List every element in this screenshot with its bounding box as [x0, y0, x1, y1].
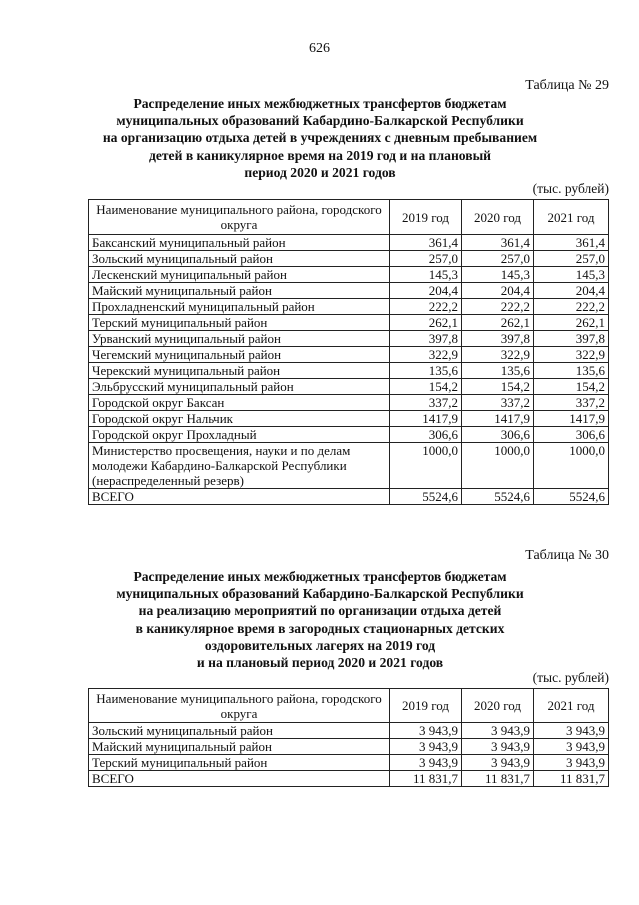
value-2019: 145,3 [390, 267, 462, 283]
value-2020: 361,4 [462, 235, 534, 251]
value-2020: 1417,9 [462, 411, 534, 427]
table-row [89, 235, 609, 251]
table29-title-line: Распределение иных межбюджетных трансфертов бюджетам [133, 96, 507, 111]
value-2021: 257,0 [534, 251, 609, 267]
value-2021: 222,2 [534, 299, 609, 315]
table30-title-line: Распределение иных межбюджетных трансфертов бюджетам [133, 569, 507, 584]
value-2021: 11 831,7 [534, 771, 609, 787]
column-header-2019: 2019 год [390, 689, 462, 723]
column-header-2020: 2020 год [462, 689, 534, 723]
table29-units: (тыс. рублей) [532, 181, 609, 196]
value-2020: 306,6 [462, 427, 534, 443]
table-row [89, 739, 609, 755]
value-2020: 3 943,9 [462, 739, 534, 755]
row-name: Урванский муниципальный район [89, 331, 390, 347]
row-name: ВСЕГО [89, 771, 390, 787]
table-row [89, 771, 609, 787]
value-2021: 5524,6 [534, 489, 609, 505]
value-2020: 11 831,7 [462, 771, 534, 787]
value-2019: 337,2 [390, 395, 462, 411]
value-2019: 3 943,9 [390, 755, 462, 771]
row-name: ВСЕГО [89, 489, 390, 505]
value-2020: 5524,6 [462, 489, 534, 505]
value-2019: 154,2 [390, 379, 462, 395]
value-2021: 397,8 [534, 331, 609, 347]
table-row [89, 755, 609, 771]
value-2021: 262,1 [534, 315, 609, 331]
value-2019: 3 943,9 [390, 739, 462, 755]
table30-title-line: муниципальных образований Кабардино-Балкарской Республики [116, 586, 524, 602]
table30-title-line: на реализацию мероприятий по организации отдыха детей [138, 603, 502, 619]
value-2021: 1417,9 [534, 411, 609, 427]
table-row [89, 363, 609, 379]
value-2020: 145,3 [462, 267, 534, 283]
row-name: Городской округ Нальчик [89, 411, 390, 427]
column-header-2020: 2020 год [462, 200, 534, 235]
value-2021: 361,4 [534, 235, 609, 251]
table-row [89, 331, 609, 347]
row-name: Майский муниципальный район [89, 739, 390, 755]
value-2019: 3 943,9 [390, 723, 462, 739]
value-2019: 397,8 [390, 331, 462, 347]
table-row [89, 411, 609, 427]
value-2019: 257,0 [390, 251, 462, 267]
value-2019: 306,6 [390, 427, 462, 443]
row-name: Терский муниципальный район [89, 755, 390, 771]
value-2019: 1000,0 [390, 443, 462, 489]
table-row [89, 723, 609, 739]
table30-title-line: и на плановый период 2020 и 2021 годов [196, 655, 444, 671]
table-row [89, 379, 609, 395]
row-name: Городской округ Прохладный [89, 427, 390, 443]
table30-label: Таблица № 30 [525, 548, 609, 563]
value-2020: 222,2 [462, 299, 534, 315]
value-2020: 397,8 [462, 331, 534, 347]
table30-title-line: в каникулярное время в загородных стационарных детских [135, 620, 505, 636]
table30-units: (тыс. рублей) [532, 670, 609, 685]
table29-title-line: муниципальных образований Кабардино-Балкарской Республики [116, 113, 524, 129]
table30-title [60, 568, 580, 671]
table29-title-line: детей в каникулярное время на 2019 год и на плановый [148, 147, 492, 163]
value-2020: 204,4 [462, 283, 534, 299]
row-name: Министерство просвещения, науки и по делам молодежи Кабардино-Балкарской Республики (нераспределенный резерв) [89, 443, 390, 489]
column-header-2021: 2021 год [534, 689, 609, 723]
value-2019: 322,9 [390, 347, 462, 363]
value-2019: 5524,6 [390, 489, 462, 505]
value-2021: 3 943,9 [534, 755, 609, 771]
row-name: Лескенский муниципальный район [89, 267, 390, 283]
value-2020: 3 943,9 [462, 755, 534, 771]
table29-title-line: на организацию отдыха детей в учреждениях с дневным пребыванием [102, 130, 538, 146]
value-2020: 135,6 [462, 363, 534, 379]
table29 [88, 199, 609, 505]
table29-title-line: период 2020 и 2021 годов [244, 164, 396, 180]
table-row [89, 347, 609, 363]
value-2019: 222,2 [390, 299, 462, 315]
value-2020: 322,9 [462, 347, 534, 363]
row-name: Прохладненский муниципальный район [89, 299, 390, 315]
table-row [89, 315, 609, 331]
row-name: Майский муниципальный район [89, 283, 390, 299]
row-name: Баксанский муниципальный район [89, 235, 390, 251]
value-2021: 3 943,9 [534, 723, 609, 739]
row-name: Зольский муниципальный район [89, 723, 390, 739]
row-name: Черекский муниципальный район [89, 363, 390, 379]
row-name: Городской округ Баксан [89, 395, 390, 411]
table-row [89, 489, 609, 505]
row-name: Чегемский муниципальный район [89, 347, 390, 363]
table-row [89, 395, 609, 411]
value-2019: 361,4 [390, 235, 462, 251]
value-2021: 3 943,9 [534, 739, 609, 755]
table-row [89, 283, 609, 299]
column-header-name: Наименование муниципального района, городского округа [89, 200, 390, 235]
value-2021: 154,2 [534, 379, 609, 395]
table30-title-line: оздоровительных лагерях на 2019 год [204, 637, 436, 653]
table29-title [60, 95, 580, 181]
value-2019: 1417,9 [390, 411, 462, 427]
value-2019: 262,1 [390, 315, 462, 331]
row-name: Терский муниципальный район [89, 315, 390, 331]
value-2020: 1000,0 [462, 443, 534, 489]
value-2020: 262,1 [462, 315, 534, 331]
column-header-name: Наименование муниципального района, городского округа [89, 689, 390, 723]
row-name: Зольский муниципальный район [89, 251, 390, 267]
value-2021: 204,4 [534, 283, 609, 299]
value-2020: 257,0 [462, 251, 534, 267]
value-2021: 1000,0 [534, 443, 609, 489]
value-2021: 135,6 [534, 363, 609, 379]
value-2020: 154,2 [462, 379, 534, 395]
value-2019: 135,6 [390, 363, 462, 379]
table-row [89, 251, 609, 267]
value-2020: 337,2 [462, 395, 534, 411]
column-header-2021: 2021 год [534, 200, 609, 235]
table-row [89, 443, 609, 489]
table29-label: Таблица № 29 [525, 78, 609, 93]
value-2021: 337,2 [534, 395, 609, 411]
table-row [89, 299, 609, 315]
table30 [88, 688, 609, 787]
page-number: 626 [309, 41, 330, 56]
table-row [89, 267, 609, 283]
row-name: Эльбрусский муниципальный район [89, 379, 390, 395]
value-2020: 3 943,9 [462, 723, 534, 739]
table-row [89, 427, 609, 443]
value-2021: 322,9 [534, 347, 609, 363]
value-2021: 145,3 [534, 267, 609, 283]
value-2019: 204,4 [390, 283, 462, 299]
value-2021: 306,6 [534, 427, 609, 443]
value-2019: 11 831,7 [390, 771, 462, 787]
column-header-2019: 2019 год [390, 200, 462, 235]
